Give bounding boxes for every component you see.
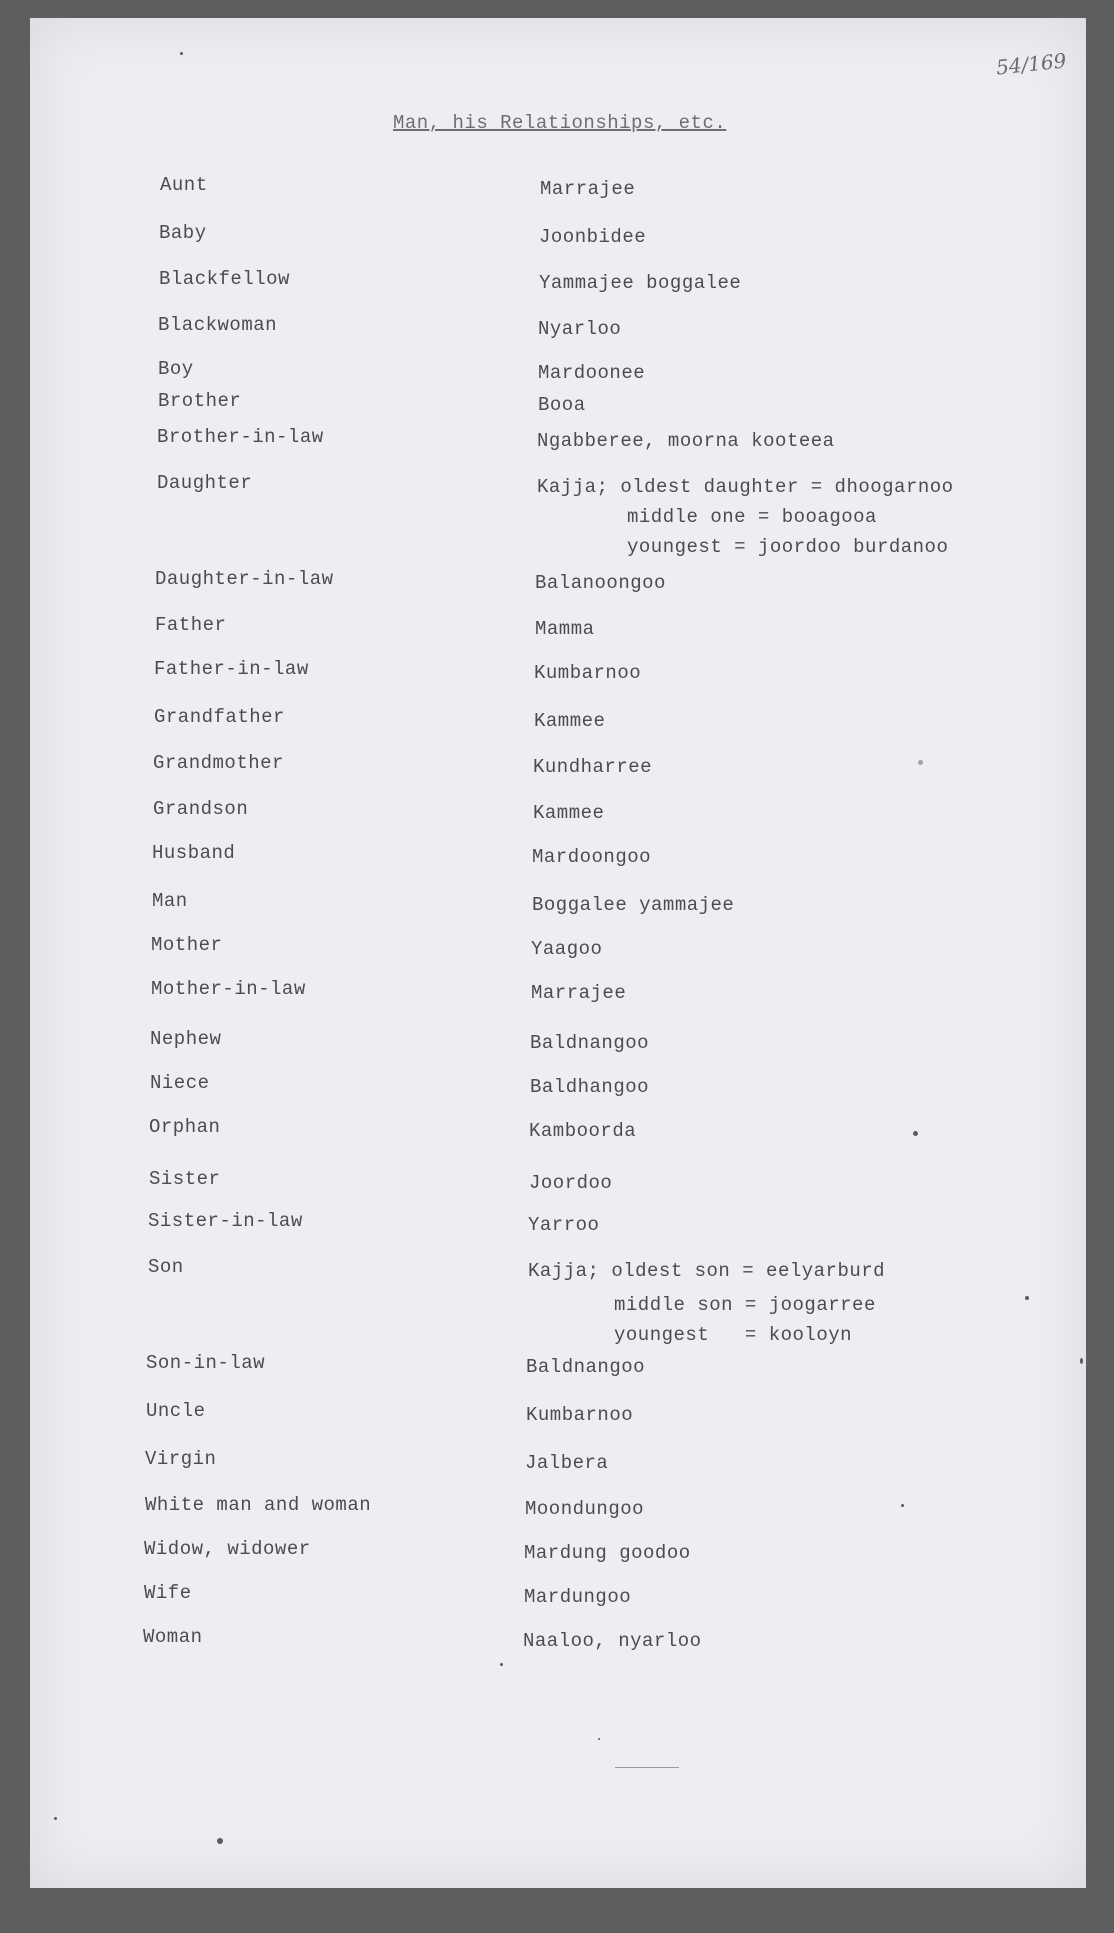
entry-translation: Kumbarnoo	[526, 1404, 634, 1426]
entry-translation: Kundharree	[533, 756, 653, 778]
entry-translation: Kammee	[534, 710, 606, 732]
entry-term: Wife	[144, 1582, 192, 1604]
entry-term: Daughter-in-law	[155, 568, 334, 590]
entry-translation: Yarroo	[528, 1214, 600, 1236]
entry-term: Blackfellow	[159, 268, 290, 290]
paper-speck	[1080, 1358, 1083, 1364]
paper-speck	[54, 1817, 57, 1820]
subentry-line: middle one = booagooa	[627, 506, 877, 528]
entry-term: Widow, widower	[144, 1538, 311, 1560]
entry-translation: Kajja; oldest son = eelyarburd	[528, 1260, 886, 1282]
entry-translation: Naaloo, nyarloo	[523, 1630, 702, 1652]
entry-translation: Balanoongoo	[535, 572, 666, 594]
entry-translation: Baldnangoo	[530, 1032, 650, 1054]
entry-translation: Baldhangoo	[530, 1076, 650, 1098]
entry-translation: Mardungoo	[524, 1586, 632, 1608]
entry-term: Mother	[151, 934, 223, 956]
entry-term: Father	[155, 614, 227, 636]
entry-translation: Mamma	[535, 618, 595, 640]
entry-term: Orphan	[149, 1116, 221, 1138]
subentry-line: youngest = joordoo burdanoo	[627, 536, 949, 558]
entry-term: Husband	[152, 842, 236, 864]
entry-term: Man	[152, 890, 188, 912]
entry-term: Grandfather	[154, 706, 285, 728]
entry-term: Father-in-law	[154, 658, 309, 680]
paper-speck	[913, 1131, 918, 1136]
entry-term: Grandmother	[153, 752, 284, 774]
entry-term: Niece	[150, 1072, 210, 1094]
entry-translation: Joordoo	[529, 1172, 613, 1194]
paper-speck	[918, 760, 923, 765]
page-number: 54/169	[994, 48, 1068, 80]
entry-term: Son-in-law	[146, 1352, 266, 1374]
entry-term: Woman	[143, 1626, 203, 1648]
entry-translation: Nyarloo	[538, 318, 622, 340]
entry-translation: Mardoonee	[538, 362, 646, 384]
entry-translation: Mardung goodoo	[524, 1542, 691, 1564]
entry-translation: Booa	[538, 394, 586, 416]
paper-speck	[1025, 1296, 1029, 1300]
entry-translation: Kumbarnoo	[534, 662, 642, 684]
entry-translation: Kammee	[533, 802, 605, 824]
entry-translation: Boggalee yammajee	[532, 894, 735, 916]
entry-term: Sister-in-law	[148, 1210, 303, 1232]
paper-speck	[217, 1838, 223, 1844]
entry-term: Aunt	[160, 174, 208, 196]
entry-translation: Yammajee boggalee	[539, 272, 742, 294]
entry-term: Blackwoman	[158, 314, 278, 336]
entry-term: Nephew	[150, 1028, 222, 1050]
entry-translation: Baldnangoo	[526, 1356, 646, 1378]
entry-term: Uncle	[146, 1400, 206, 1422]
document-page	[30, 18, 1086, 1888]
entry-term: White man and woman	[145, 1494, 372, 1516]
subentry-line: middle son = joogarree	[614, 1294, 876, 1316]
entry-translation: Kamboorda	[529, 1120, 637, 1142]
paper-speck	[901, 1504, 904, 1507]
entry-term: Baby	[159, 222, 207, 244]
entry-translation: Marrajee	[540, 178, 636, 200]
entry-term: Sister	[149, 1168, 221, 1190]
subentry-line: youngest = kooloyn	[614, 1324, 853, 1346]
entry-term: Brother	[158, 390, 242, 412]
entry-term: Grandson	[153, 798, 249, 820]
document-title: Man, his Relationships, etc.	[393, 112, 727, 134]
entry-translation: Ngabberee, moorna kooteea	[537, 430, 835, 452]
paper-speck	[500, 1663, 503, 1666]
entry-translation: Marrajee	[531, 982, 627, 1004]
entry-translation: Yaagoo	[531, 938, 603, 960]
entry-term: Son	[148, 1256, 184, 1278]
entry-translation: Kajja; oldest daughter = dhoogarnoo	[537, 476, 954, 498]
entry-term: Boy	[158, 358, 194, 380]
entry-translation: Joonbidee	[539, 226, 647, 248]
paper-speck	[598, 1738, 600, 1740]
entry-term: Virgin	[145, 1448, 217, 1470]
pencil-mark	[615, 1767, 679, 1768]
entry-translation: Moondungoo	[525, 1498, 645, 1520]
entry-translation: Jalbera	[525, 1452, 609, 1474]
entry-term: Daughter	[157, 472, 253, 494]
entry-term: Mother-in-law	[151, 978, 306, 1000]
entry-translation: Mardoongoo	[532, 846, 652, 868]
paper-speck	[180, 52, 183, 55]
entry-term: Brother-in-law	[157, 426, 324, 448]
